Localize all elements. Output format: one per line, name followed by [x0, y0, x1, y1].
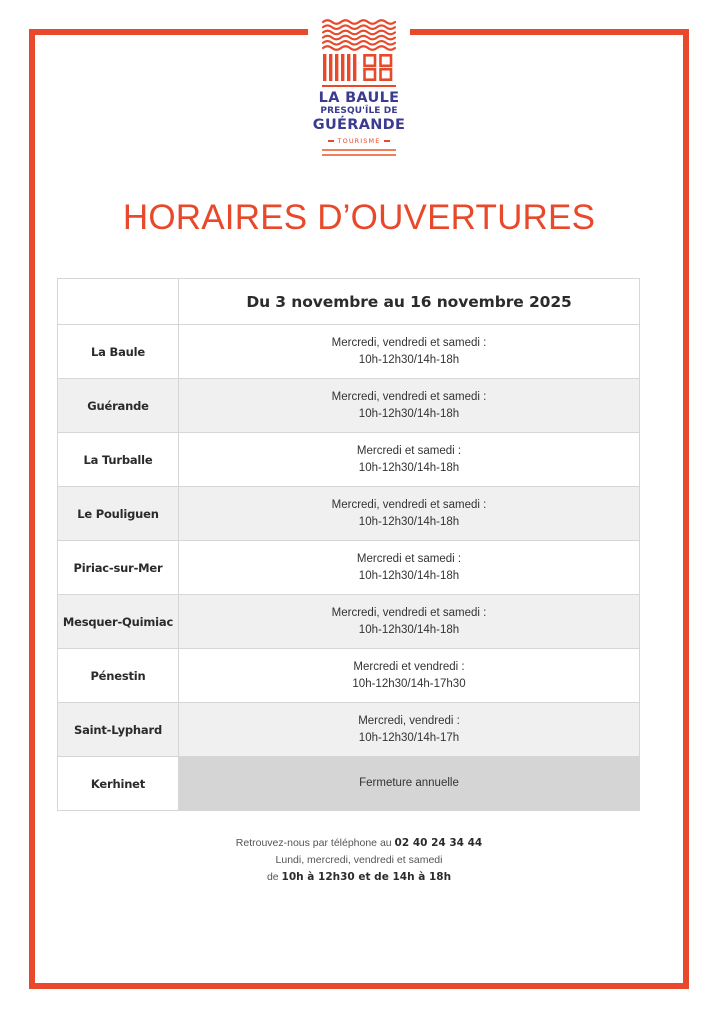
page-title: HORAIRES D’OUVERTURES — [122, 198, 596, 237]
table-row — [58, 757, 640, 811]
table-body — [58, 325, 640, 811]
footer-line-phone — [35, 835, 683, 852]
table-row — [58, 379, 640, 433]
cell-hours — [179, 379, 640, 433]
logo-divider-top — [322, 85, 396, 87]
opening-hours-table — [57, 278, 640, 811]
dash-left-icon — [328, 140, 334, 142]
cell-hours-days: Mercredi, vendredi et samedi : — [331, 607, 487, 620]
logo-line-1: LA BAULE — [318, 90, 400, 106]
cell-hours — [179, 595, 640, 649]
logo-tagline — [328, 137, 391, 145]
poster-frame — [29, 29, 689, 989]
cell-hours — [179, 757, 640, 811]
logo-divider-bottom — [322, 149, 396, 159]
cell-hours-days: Mercredi, vendredi et samedi : — [331, 499, 487, 512]
cell-place: La Baule — [58, 325, 179, 379]
wave-lines-icon — [322, 19, 396, 53]
cell-hours-times: 10h-12h30/14h-18h — [358, 515, 460, 528]
cell-place: Kerhinet — [58, 757, 179, 811]
cell-hours-days: Mercredi et samedi : — [356, 445, 462, 458]
cell-hours — [179, 487, 640, 541]
cell-hours-days: Fermeture annuelle — [359, 777, 459, 790]
dash-right-icon — [384, 140, 390, 142]
cell-hours-times: 10h-12h30/14h-18h — [358, 623, 460, 636]
cell-hours-times: 10h-12h30/14h-17h — [358, 731, 460, 744]
cell-place: Pénestin — [58, 649, 179, 703]
cell-hours — [179, 649, 640, 703]
cell-hours-days: Mercredi, vendredi et samedi : — [331, 391, 487, 404]
logo-tagline-text: TOURISME — [337, 136, 381, 145]
schedule-table-container — [57, 278, 639, 811]
table-row — [58, 433, 640, 487]
table-row — [58, 703, 640, 757]
cell-hours-days: Mercredi, vendredi : — [358, 715, 460, 728]
cell-hours-days: Mercredi et samedi : — [356, 553, 462, 566]
footer-phone-prefix: Retrouvez-nous par téléphone au — [235, 837, 395, 849]
footer-contact — [35, 835, 683, 885]
table-corner-cell — [58, 279, 179, 325]
cell-hours — [179, 325, 640, 379]
brand-logo — [308, 13, 410, 163]
footer-line-hours — [35, 869, 683, 886]
cell-hours-times: 10h-12h30/14h-18h — [358, 407, 460, 420]
logo-container — [35, 13, 683, 163]
table-row — [58, 649, 640, 703]
cell-place: La Turballe — [58, 433, 179, 487]
cell-hours-days: Mercredi et vendredi : — [353, 661, 465, 674]
table-row — [58, 595, 640, 649]
bars-and-squares-icon — [322, 54, 396, 81]
cell-place: Le Pouliguen — [58, 487, 179, 541]
table-row — [58, 541, 640, 595]
cell-hours-days: Mercredi, vendredi et samedi : — [331, 337, 487, 350]
footer-phone-number: 02 40 24 34 44 — [394, 837, 483, 849]
table-header-row — [58, 279, 640, 325]
footer-hours-value: 10h à 12h30 et de 14h à 18h — [281, 870, 452, 883]
cell-hours — [179, 703, 640, 757]
footer-hours-prefix: de — [266, 870, 282, 883]
cell-hours-times: 10h-12h30/14h-18h — [358, 461, 460, 474]
logo-line-3: GUÉRANDE — [312, 116, 406, 133]
cell-place: Guérande — [58, 379, 179, 433]
table-row — [58, 487, 640, 541]
logo-divider-bottom-line-1 — [322, 149, 396, 151]
cell-hours-times: 10h-12h30/14h-17h30 — [352, 677, 466, 690]
logo-wordmark — [313, 91, 405, 133]
table-row — [58, 325, 640, 379]
table-period-header: Du 3 novembre au 16 novembre 2025 — [179, 279, 640, 325]
cell-place: Saint-Lyphard — [58, 703, 179, 757]
cell-hours-times: 10h-12h30/14h-18h — [358, 353, 460, 366]
logo-line-2: PRESQU'ÎLE DE — [320, 106, 398, 117]
cell-hours-times: 10h-12h30/14h-18h — [358, 569, 460, 582]
cell-hours — [179, 541, 640, 595]
logo-divider-bottom-line-2 — [322, 154, 396, 156]
table-head — [58, 279, 640, 325]
cell-hours — [179, 433, 640, 487]
cell-place: Mesquer-Quimiac — [58, 595, 179, 649]
cell-place: Piriac-sur-Mer — [58, 541, 179, 595]
footer-line-days: Lundi, mercredi, vendredi et samedi — [275, 853, 443, 866]
